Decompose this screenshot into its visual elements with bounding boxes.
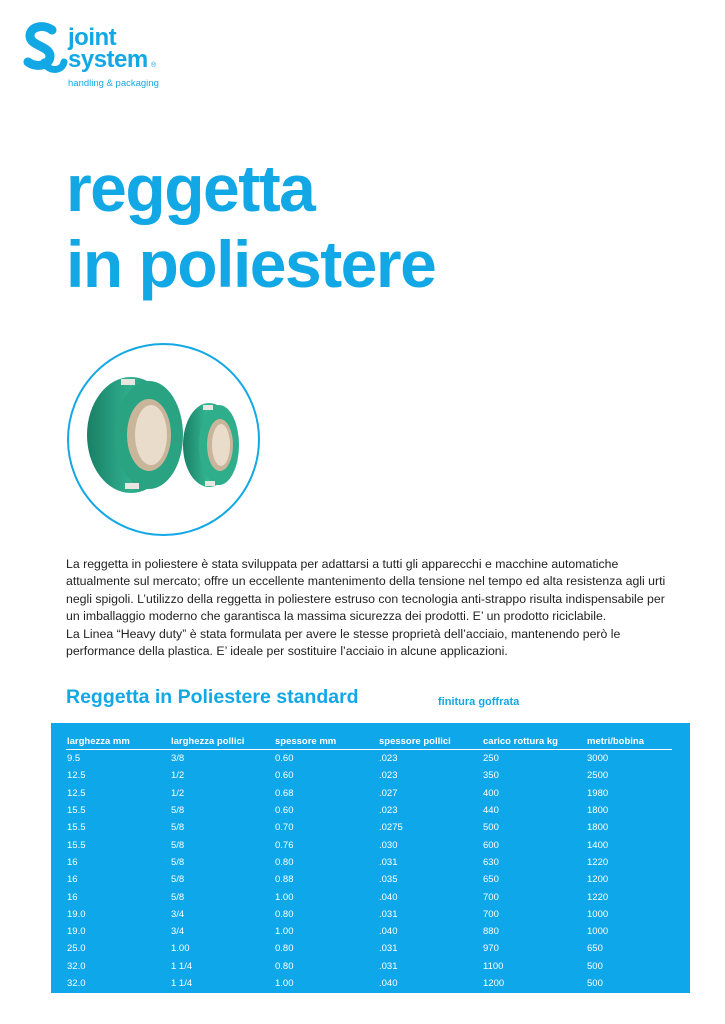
table-cell: 1 1/4 (171, 978, 193, 989)
table-cell: 1200 (483, 978, 505, 989)
table-header-row (66, 730, 672, 750)
table-cell: 1.00 (275, 978, 294, 989)
table-cell: 32.0 (67, 960, 86, 972)
table-row (66, 871, 672, 888)
table-row (66, 767, 672, 784)
table-cell: 25.0 (67, 943, 86, 955)
table-cell: 16 (67, 874, 78, 886)
table-cell: 1000 (587, 926, 609, 938)
table-cell: 16 (67, 856, 78, 868)
table-cell: 1100 (483, 960, 504, 972)
table-cell: 1400 (587, 839, 609, 851)
spec-table (66, 730, 672, 992)
table-cell: 15.5 (67, 839, 86, 851)
logo-word-system: system (68, 46, 148, 73)
table-cell: 3/8 (171, 753, 185, 765)
table-cell: 5/8 (171, 839, 185, 851)
table-cell: .040 (379, 978, 398, 989)
table-row (66, 836, 672, 853)
table-cell: 0.76 (275, 839, 294, 851)
table-cell: .031 (379, 943, 398, 955)
table-row (66, 940, 672, 957)
table-cell: .027 (379, 787, 398, 799)
table-row (66, 785, 672, 802)
table-cell: 500 (587, 960, 603, 972)
description-paragraph-1: La reggetta in poliestere è stata sviluppata per adattarsi a tutti gli apparecchi e macchine automatiche attualmente sul mercato; offre un eccellente mantenimento della tensione nel tempo ed alta resistenza agli urti negli spigoli. L’utilizzo della reggetta in poliestere estruso con tecnologia anti-strappo risulta indispensabile per un imballaggio moderno che garantisca la massima sicurezza dei prodotti. E’ un prodotto riciclabile. (66, 557, 666, 624)
table-cell: .031 (379, 960, 398, 972)
table-cell: 1/2 (171, 770, 185, 782)
table-cell: 9.5 (67, 753, 81, 765)
table-cell: 1.00 (171, 943, 190, 955)
table-cell: 650 (483, 874, 499, 886)
table-cell: 12.5 (67, 787, 86, 799)
table-cell: 15.5 (67, 805, 86, 817)
table-row (66, 958, 672, 975)
table-cell: .040 (379, 891, 398, 903)
company-logo (22, 22, 172, 92)
table-cell: 1 1/4 (171, 960, 193, 972)
table-cell: 500 (587, 978, 603, 989)
table-cell: 1000 (587, 908, 609, 920)
table-cell: 19.0 (67, 926, 86, 938)
table-cell: 32.0 (67, 978, 86, 989)
strap-coils-image (69, 345, 259, 535)
table-cell: 250 (483, 753, 499, 765)
table-cell: .023 (379, 770, 398, 782)
header-spessore-pollici: spessore pollici (378, 730, 482, 750)
table-cell: 0.60 (275, 805, 294, 817)
table-row (66, 906, 672, 923)
table-row (66, 923, 672, 940)
table-row (66, 888, 672, 905)
table-cell: 3/4 (171, 908, 185, 920)
table-cell: .031 (379, 908, 398, 920)
page-title (66, 150, 435, 302)
table-cell: 1800 (587, 822, 609, 834)
table-row (66, 819, 672, 836)
header-larghezza-mm: larghezza mm (66, 730, 170, 750)
logo-tagline: handling & packaging (68, 78, 159, 89)
table-cell: 5/8 (171, 822, 185, 834)
table-cell: 440 (483, 805, 499, 817)
table-cell: 700 (483, 891, 499, 903)
spec-table-body (66, 750, 672, 993)
product-description (66, 556, 676, 660)
title-line-2: in poliestere (66, 227, 436, 301)
table-cell: 650 (587, 943, 603, 955)
product-image-frame (67, 343, 260, 536)
table-cell: 1800 (587, 805, 609, 817)
table-cell: 1200 (587, 874, 609, 886)
table-cell: 1220 (587, 856, 609, 868)
table-cell: 0.68 (275, 787, 294, 799)
table-row (66, 975, 672, 992)
table-cell: 1980 (587, 787, 609, 799)
table-cell: .023 (379, 805, 398, 817)
table-cell: 350 (483, 770, 499, 782)
table-cell: 5/8 (171, 805, 185, 817)
table-cell: 0.60 (275, 753, 294, 765)
header-carico-rottura: carico rottura kg (482, 730, 586, 750)
table-cell: .023 (379, 753, 398, 765)
registered-mark: ® (151, 62, 157, 69)
table-cell: 2500 (587, 770, 609, 782)
section-subtitle: finitura goffrata (438, 696, 520, 708)
table-cell: 5/8 (171, 874, 185, 886)
table-cell: .0275 (379, 822, 403, 834)
table-cell: 3/4 (171, 926, 185, 938)
section-title: Reggetta in Poliestere standard (66, 686, 359, 708)
table-cell: 5/8 (171, 891, 185, 903)
table-cell: 15.5 (67, 822, 86, 834)
table-cell: .030 (379, 839, 398, 851)
table-row (66, 802, 672, 819)
table-cell: 500 (483, 822, 499, 834)
table-cell: .031 (379, 856, 398, 868)
table-cell: 880 (483, 926, 499, 938)
table-cell: 3000 (587, 753, 609, 765)
table-row (66, 750, 672, 768)
logo-word-joint: joint (68, 24, 117, 51)
table-cell: 16 (67, 891, 78, 903)
table-cell: 970 (483, 943, 499, 955)
table-cell: 600 (483, 839, 499, 851)
table-cell: 1.00 (275, 891, 294, 903)
table-cell: .035 (379, 874, 398, 886)
table-row (66, 854, 672, 871)
table-cell: 700 (483, 908, 499, 920)
table-cell: 0.70 (275, 822, 294, 834)
table-cell: 1220 (587, 891, 609, 903)
title-line-1: reggetta (66, 151, 315, 225)
header-spessore-mm: spessore mm (274, 730, 378, 750)
table-cell: 0.60 (275, 770, 294, 782)
table-cell: 19.0 (67, 908, 86, 920)
table-cell: 400 (483, 787, 499, 799)
header-metri-bobina: metri/bobina (586, 730, 672, 750)
table-cell: 1.00 (275, 926, 294, 938)
table-cell: .040 (379, 926, 398, 938)
spec-table-panel (51, 723, 690, 993)
table-cell: 0.80 (275, 856, 294, 868)
table-cell: 1/2 (171, 787, 185, 799)
table-cell: 0.88 (275, 874, 294, 886)
description-paragraph-2: La Linea “Heavy duty” è stata formulata per avere le stesse proprietà dell’acciaio, mantenendo però le performance della plastica. E’ ideale per sostituire l’acciaio in alcune applicazioni. (66, 626, 621, 659)
table-cell: 0.80 (275, 908, 294, 920)
table-cell: 12.5 (67, 770, 86, 782)
table-cell: 630 (483, 856, 499, 868)
joint-system-logo-mark-icon (22, 22, 68, 78)
table-cell: 5/8 (171, 856, 185, 868)
table-cell: 0.80 (275, 943, 294, 955)
table-cell: 0.80 (275, 960, 294, 972)
header-larghezza-pollici: larghezza pollici (170, 730, 274, 750)
